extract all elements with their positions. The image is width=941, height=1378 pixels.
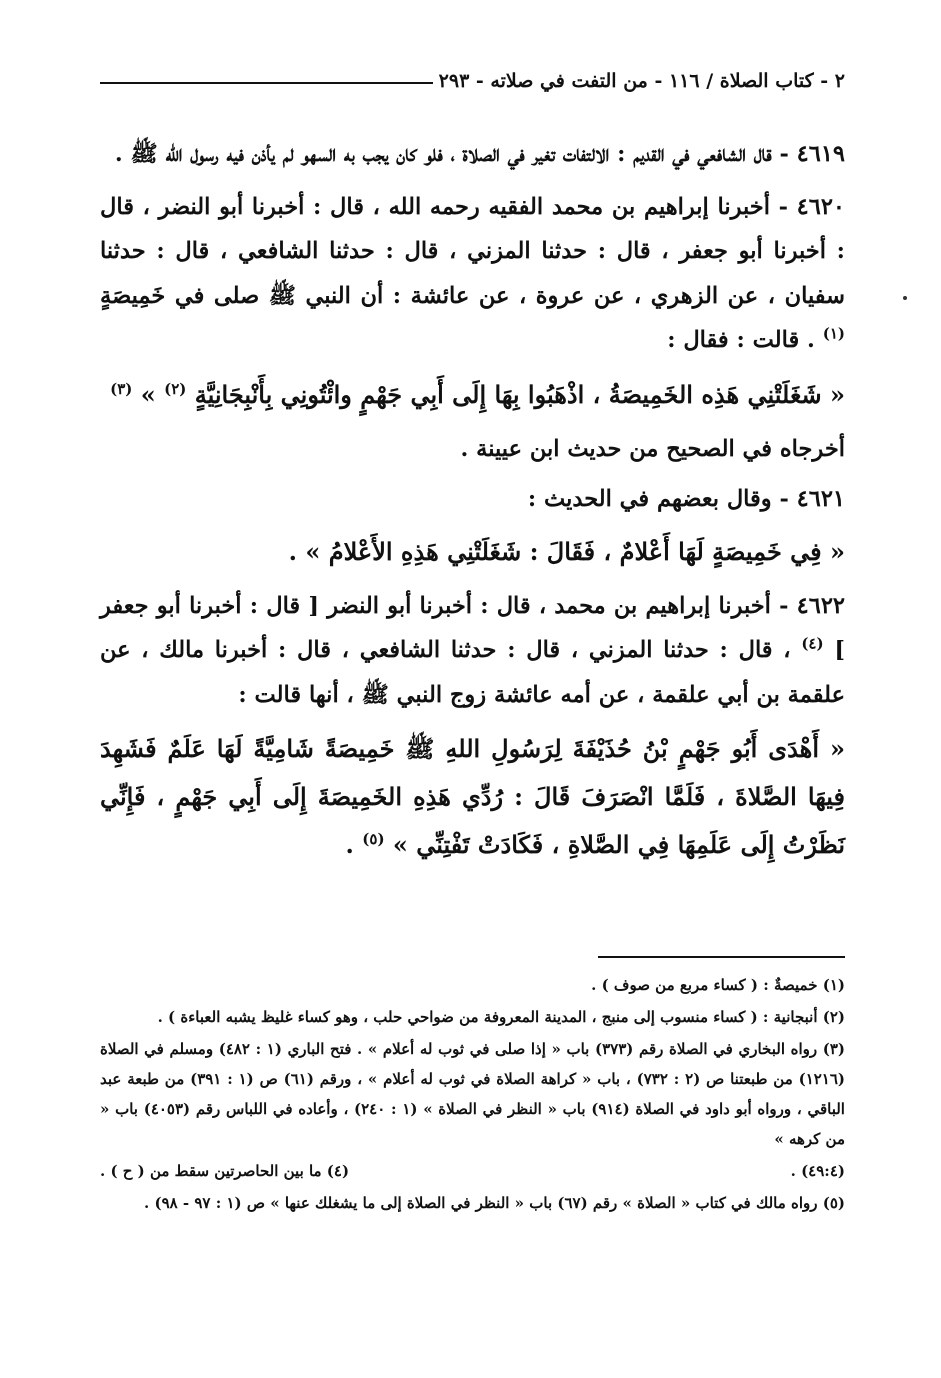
footnote-ref-5: (٥) xyxy=(362,830,385,848)
hadith-4620-text: ٤٦٢٠ - أخبرنا إبراهيم بن محمد الفقيه رحمه الله ، قال : أخبرنا أبو النضر ، قال : أخبرنا أبو جعفر ، قال : حدثنا المزني ، قال : حدثنا الشافعي ، قال : حدثنا سفيان ، عن الزهري ، عن عروة ، عن عائشة : أن النبي ﷺ صلى في خَمِيصَةٍ xyxy=(100,193,845,309)
quote-1-text: « شَغَلَتْنِي هَذِه الخَمِيصَةُ ، اذْهَبُوا بِهَا إِلَى أَبِي جَهْمٍ وائْتُونِي بِأَنْبِجَانِيَّةٍ xyxy=(194,379,845,409)
header-rule xyxy=(100,82,433,84)
footnote-3: (٣) رواه البخاري في الصلاة رقم (٣٧٣) باب « إذا صلى في ثوب له أعلام » . فتح الباري (١ : ٤٨٢) ومسلم في الصلاة (١٢١٦) من طبعتنا ص (٢ : ٧٣٢) ، باب « كراهة الصلاة في ثوب له أعلام » ، ورقم (٦١) ص (١ : ٣٩١) من طبعة عبد الباقي ، ورواه أبو داود في الصلاة (٩١٤) باب « النظر في الصلاة » (١ : ٢٤٠) ، وأعاده في اللباس رقم (٤٠٥٣) باب « من كرهه » xyxy=(100,1040,846,1148)
quote-1 xyxy=(100,371,845,419)
hadith-4619: ٤٦١٩ - قال الشافعي في القديم : الالتفات تغير في الصلاة ، فلو كان يجب به السهو لم يأذن فيه رسول الله ﷺ . xyxy=(114,141,845,167)
footnote-ref-2: (٢) xyxy=(164,379,187,398)
scan-speck xyxy=(903,296,907,300)
quote-2: « فِي خَمِيصَةٍ لَهَا أَعْلامٌ ، فَقَالَ : شَغَلَتْنِي هَذِهِ الأَعْلامُ » . xyxy=(288,536,845,566)
running-title: ٢ - كتاب الصلاة / ١١٦ - من التفت في صلاته - ٢٩٣ xyxy=(438,70,845,92)
quote-3 xyxy=(100,725,845,869)
quote-3-text: « أَهْدَى أَبُو جَهْمٍ بْنُ حُذَيْفَةَ لِرَسُولِ اللهِ ﷺ خَمِيصَةً شَامِيَّةً لَهَا عَلَمٌ فَشَهِدَ فِيهَا الصَّلاةَ ، فَلَمَّا انْصَرَفَ قَالَ : رُدِّي هَذِهِ الخَمِيصَةَ إِلَى أَبِي جَهْمٍ ، فَإِنِّي نَظَرْتُ إِلَى عَلَمِهَا فِي الصَّلاةِ ، فَكَادَتْ تَفْتِنِّي » xyxy=(100,734,845,859)
hadith-4622-tail: ، قال : حدثنا المزني ، قال : حدثنا الشافعي ، قال : أخبرنا مالك ، عن علقمة بن أبي علقمة ، عن أمه عائشة زوج النبي ﷺ ، أنها قالت : xyxy=(100,637,845,708)
quote-1-close: » xyxy=(140,379,156,409)
main-text xyxy=(100,132,845,877)
footnote-3-end: (٤٩:٤) . xyxy=(790,1162,845,1180)
running-header xyxy=(100,70,845,92)
footnotes xyxy=(100,970,845,1220)
footnote-2: (٢) أنبجانية : ( كساء منسوب إلى منبج ، المدينة المعروفة من ضواحي حلب ، وهو كساء غليظ يشبه العباءة ) . xyxy=(157,1008,845,1026)
hadith-4620-tail: . قالت : فقال : xyxy=(667,327,815,353)
hadith-4622-head: ٤٦٢٢ - أخبرنا إبراهيم بن محمد ، قال : أخبرنا أبو النضر [ قال : أخبرنا أبو جعفر ] xyxy=(100,592,845,663)
takhrij-note: أخرجاه في الصحيح من حديث ابن عيينة . xyxy=(460,435,845,462)
footnote-5: (٥) رواه مالك في كتاب « الصلاة » رقم (٦٧) باب « النظر في الصلاة إلى ما يشغلك عنها » ص (١ : ٩٧ - ٩٨) . xyxy=(144,1194,845,1212)
hadith-4622 xyxy=(100,584,845,718)
footnote-ref-1: (١) xyxy=(822,324,845,343)
footnote-separator xyxy=(598,956,845,958)
quote-3-end: . xyxy=(345,830,354,859)
footnote-ref-3: (٣) xyxy=(110,379,133,398)
footnote-1: (١) خميصةٌ : ( كساء مربع من صوف ) . xyxy=(591,976,845,994)
footnote-4: (٤) ما بين الحاصرتين سقط من ( ح ) . xyxy=(100,1162,350,1180)
hadith-4621: ٤٦٢١ - وقال بعضهم في الحديث : xyxy=(527,486,845,512)
hadith-4620 xyxy=(100,185,845,363)
footnote-3-4-line xyxy=(100,1156,845,1186)
footnote-ref-4: (٤) xyxy=(801,634,824,653)
